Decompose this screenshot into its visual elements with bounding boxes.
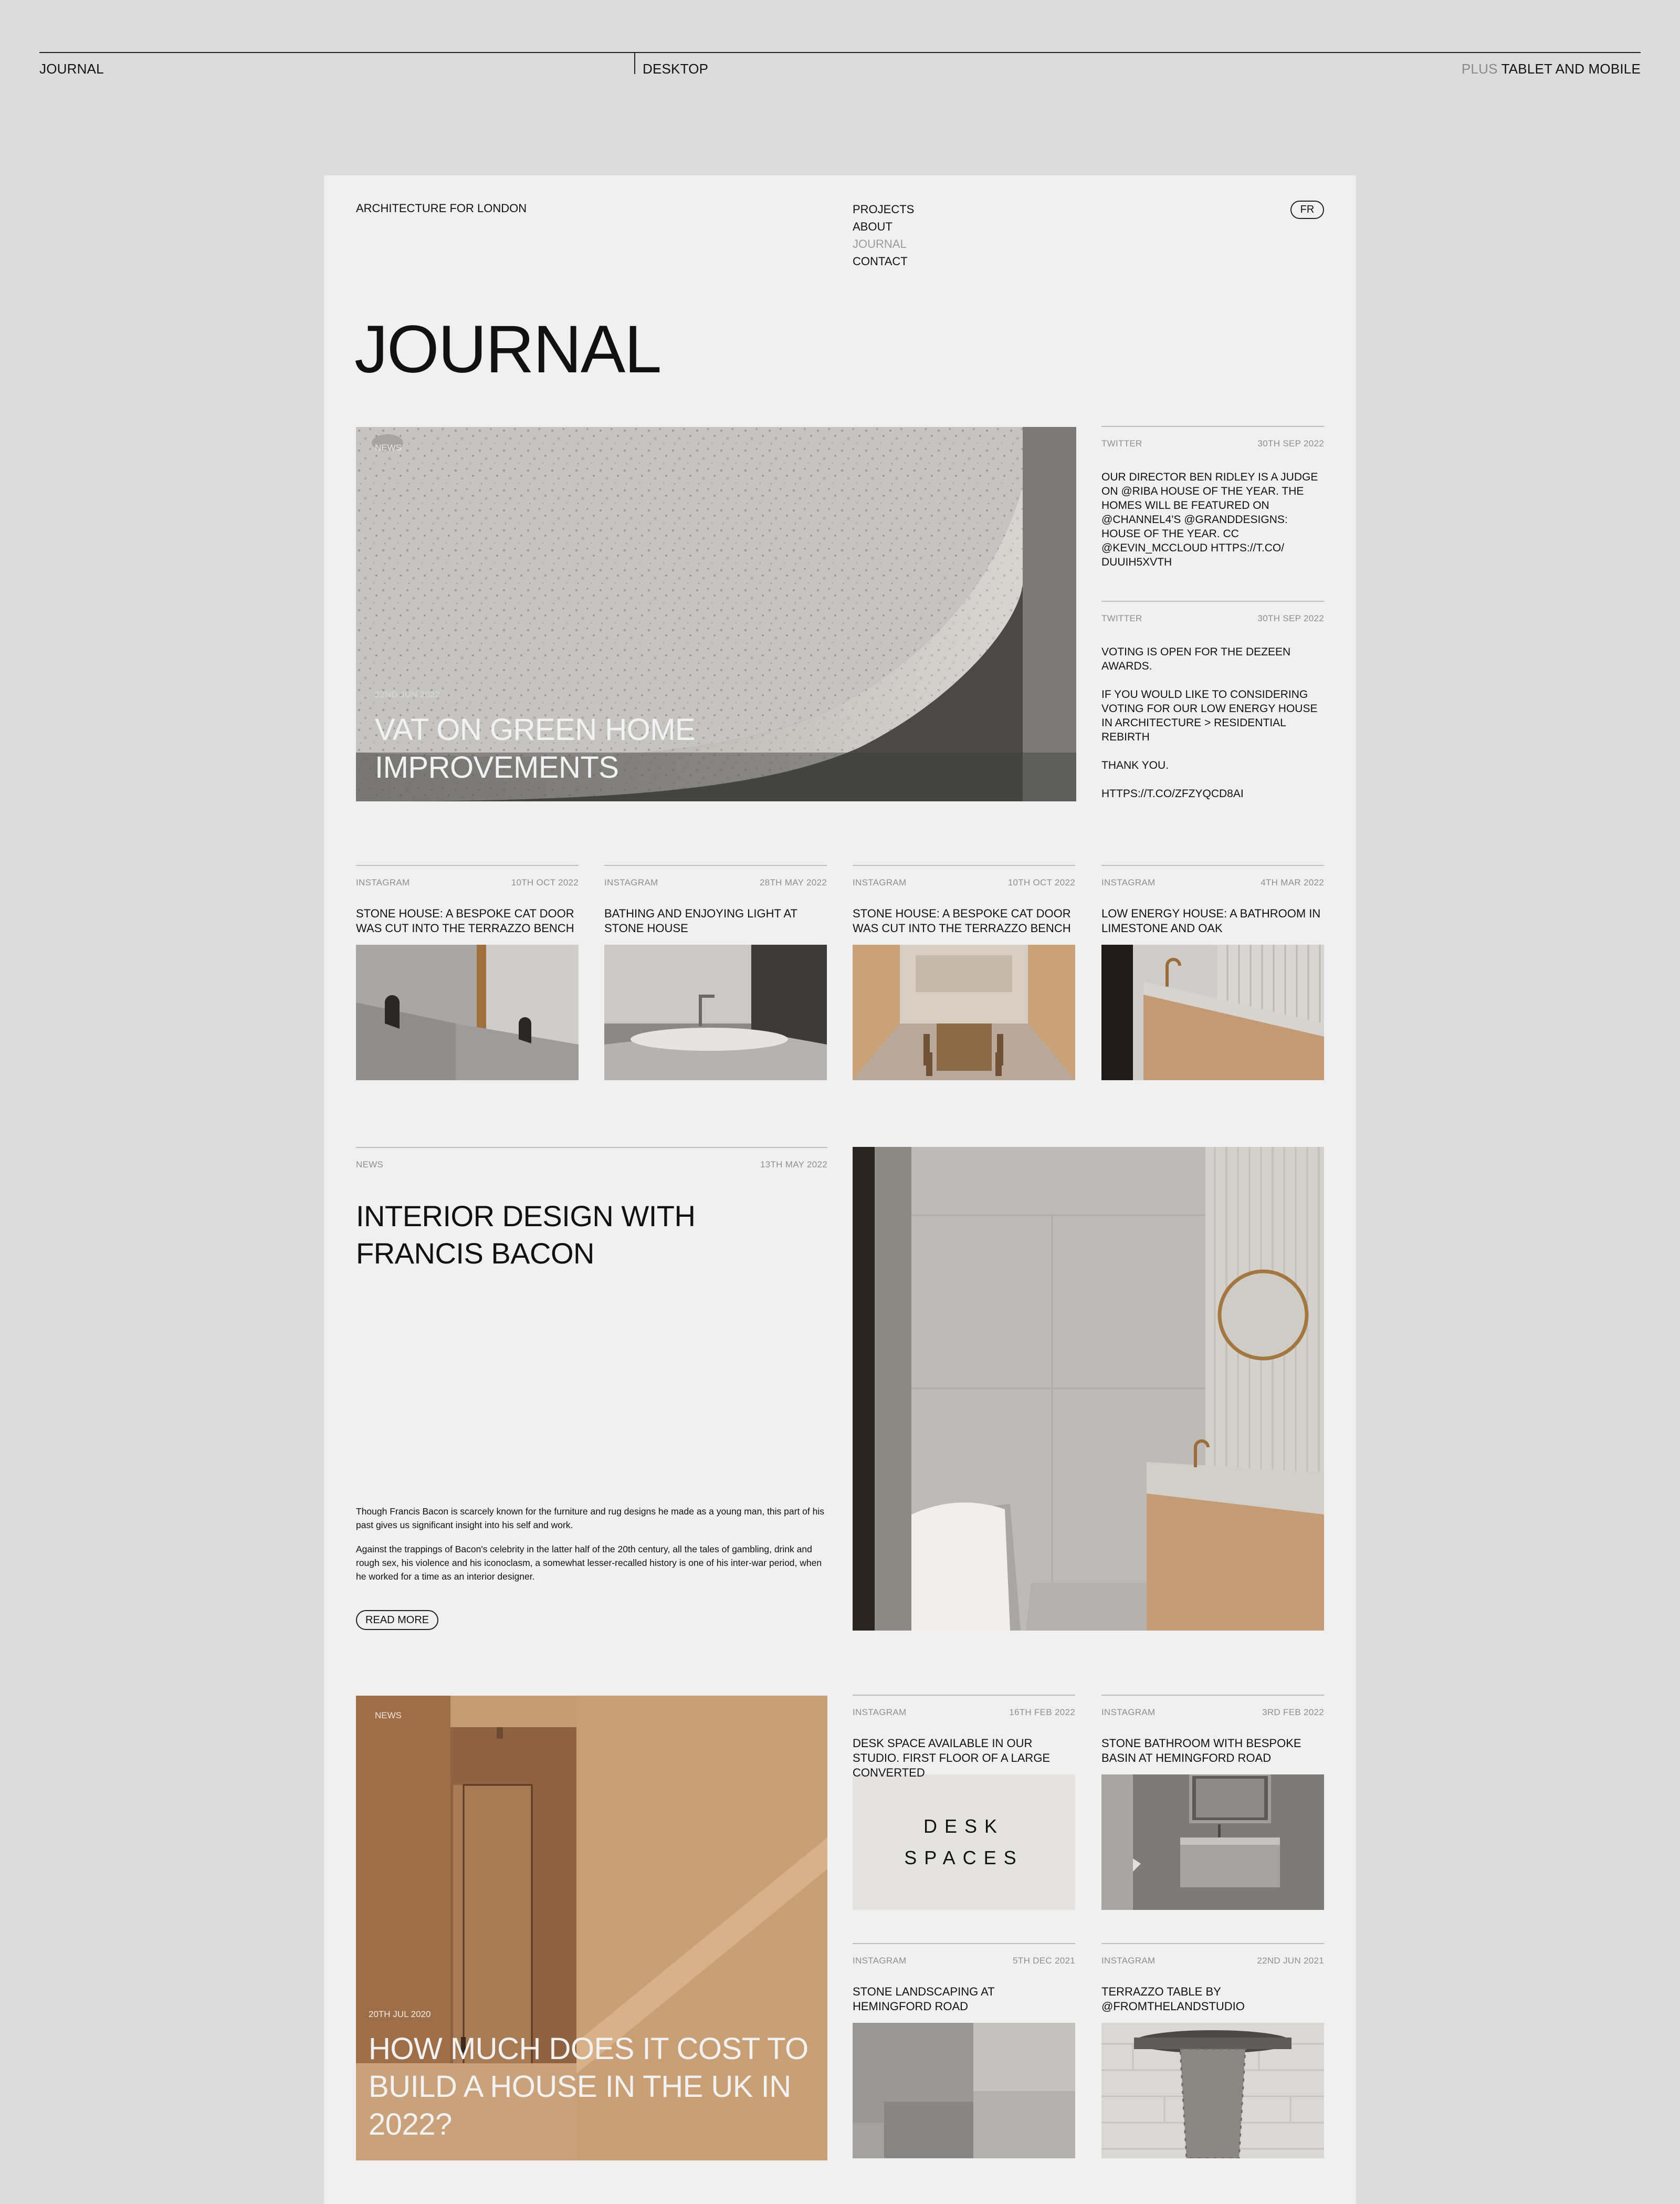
divider	[1101, 1695, 1324, 1696]
instagram-card[interactable]	[604, 865, 827, 1080]
divider	[1101, 601, 1324, 602]
post-title: STONE LANDSCAPING AT HEMINGFORD ROAD	[853, 1985, 995, 2013]
post-image	[1101, 1774, 1324, 1910]
site-logo[interactable]: ARCHITECTURE FOR LONDON	[356, 202, 527, 215]
instagram-card[interactable]	[356, 865, 579, 1080]
hero-date: 22ND JUN 2022	[375, 690, 440, 699]
divider	[853, 865, 1075, 866]
instagram-card[interactable]	[1101, 1943, 1324, 2158]
twitter-post[interactable]	[1101, 426, 1324, 583]
post-link[interactable]: HTTPS://T.CO/ZFZYQCD8AI	[1101, 788, 1244, 800]
post-image	[604, 945, 827, 1080]
post-title: STONE HOUSE: A BESPOKE CAT DOOR WAS CUT INTO THE TERRAZZO BENCH	[356, 907, 574, 935]
nav-item-contact[interactable]: CONTACT	[853, 255, 908, 268]
post-source: INSTAGRAM	[853, 1956, 907, 1966]
article-title[interactable]: HOW MUCH DOES IT COST TO BUILD A HOUSE IN THE UK IN 2022?	[369, 2032, 808, 2142]
post-title: LOW ENERGY HOUSE: A BATHROOM IN LIMESTONE AND OAK	[1101, 907, 1321, 935]
post-title: DESK SPACE AVAILABLE IN OUR STUDIO. FIRST FLOOR OF A LARGE CONVERTED	[853, 1737, 1051, 1779]
post-date: 22ND JUN 2021	[1257, 1956, 1324, 1966]
instagram-card[interactable]	[1101, 1695, 1324, 1910]
hero-title[interactable]: VAT ON GREEN HOME IMPROVEMENTS	[375, 713, 696, 785]
post-text: VOTING IS OPEN FOR THE DEZEEN AWARDS.	[1101, 646, 1291, 672]
cost-article-card[interactable]	[356, 1696, 827, 2160]
hero-article-card[interactable]	[356, 427, 1076, 801]
post-date: 10TH OCT 2022	[1007, 878, 1075, 887]
divider	[1101, 426, 1324, 427]
post-image	[853, 2023, 1075, 2158]
post-source: INSTAGRAM	[604, 878, 658, 887]
divider	[853, 1695, 1075, 1696]
hero-tag: NEWS	[375, 443, 402, 453]
nav-item-journal[interactable]: JOURNAL	[853, 237, 907, 250]
nav-item-about[interactable]: ABOUT	[853, 220, 892, 233]
post-image	[1101, 2023, 1324, 2158]
post-source: TWITTER	[1101, 438, 1142, 448]
post-text: OUR DIRECTOR BEN RIDLEY IS A JUDGE ON @RIBA HOUSE OF THE YEAR. THE HOMES WILL BE FEATURED ON @CHANNEL4'S @GRANDDESIGNS: HOUSE OF THE YEAR. CC @KEVIN_MCCLOUD HTTPS://T.CO/ DUUIH5XVTH	[1101, 471, 1318, 568]
desk-spaces-graphic	[853, 1774, 1075, 1910]
bathroom-image[interactable]	[853, 1147, 1324, 1631]
presentation-tablet-mobile: TABLET AND MOBILE	[1501, 61, 1641, 77]
post-date: 5TH DEC 2021	[1013, 1956, 1075, 1966]
post-date: 3RD FEB 2022	[1262, 1707, 1324, 1717]
article-excerpt	[356, 1505, 827, 1594]
article-tag: NEWS	[375, 1710, 402, 1720]
post-source: INSTAGRAM	[853, 878, 907, 887]
post-title: STONE BATHROOM WITH BESPOKE BASIN AT HEMINGFORD ROAD	[1101, 1737, 1301, 1764]
post-title: BATHING AND ENJOYING LIGHT AT STONE HOUSE	[604, 907, 797, 935]
read-more-button[interactable]: READ MORE	[356, 1610, 438, 1630]
feature-article[interactable]	[356, 1147, 827, 1272]
article-tag: NEWS	[356, 1160, 384, 1169]
post-source: INSTAGRAM	[1101, 1707, 1156, 1717]
presentation-divider	[634, 52, 635, 74]
divider	[1101, 865, 1324, 866]
instagram-card[interactable]	[1101, 865, 1324, 1080]
twitter-post[interactable]	[1101, 601, 1324, 815]
main-nav	[853, 201, 914, 270]
divider	[604, 865, 827, 866]
nav-item-projects[interactable]: PROJECTS	[853, 203, 915, 216]
post-date: 30TH SEP 2022	[1257, 438, 1324, 448]
post-text: IF YOU WOULD LIKE TO CONSIDERING VOTING FOR OUR LOW ENERGY HOUSE IN ARCHITECTURE > RESIDENTIAL REBIRTH	[1101, 688, 1318, 743]
divider	[356, 865, 579, 866]
presentation-label-journal: JOURNAL	[39, 61, 104, 77]
article-paragraph: Against the trappings of Bacon's celebrity in the latter half of the 20th century, all the tales of gambling, drink and rough sex, his violence and his iconoclasm, a somewhat lesser-recalled history is one of his inter-war period, when he worked for a time as an interior designer.	[356, 1544, 822, 1582]
instagram-card[interactable]	[853, 1695, 1075, 1910]
post-date: 28TH MAY 2022	[759, 878, 827, 887]
article-title[interactable]: INTERIOR DESIGN WITH FRANCIS BACON	[356, 1199, 696, 1270]
post-image	[853, 945, 1075, 1080]
instagram-card[interactable]	[853, 1943, 1075, 2158]
instagram-card[interactable]	[853, 865, 1075, 1080]
post-date: 30TH SEP 2022	[1257, 613, 1324, 623]
website-frame	[324, 175, 1356, 2204]
post-image	[1101, 945, 1324, 1080]
post-date: 16TH FEB 2022	[1009, 1707, 1075, 1717]
post-text: THANK YOU.	[1101, 759, 1169, 771]
graphic-word: SPACES	[904, 1847, 1024, 1868]
presentation-label-desktop: DESKTOP	[643, 61, 709, 77]
language-toggle-button[interactable]: FR	[1290, 201, 1324, 219]
presentation-label-devices	[1462, 61, 1641, 77]
divider	[1101, 1943, 1324, 1944]
post-image	[356, 945, 579, 1080]
post-source: INSTAGRAM	[1101, 878, 1156, 887]
post-source: INSTAGRAM	[853, 1707, 907, 1717]
article-date: 13TH MAY 2022	[760, 1160, 827, 1169]
post-date: 10TH OCT 2022	[511, 878, 579, 887]
page-title: JOURNAL	[354, 312, 661, 387]
divider	[853, 1943, 1075, 1944]
post-title: STONE HOUSE: A BESPOKE CAT DOOR WAS CUT INTO THE TERRAZZO BENCH	[853, 907, 1071, 935]
post-source: INSTAGRAM	[356, 878, 410, 887]
presentation-plus: PLUS	[1461, 61, 1498, 77]
post-source: INSTAGRAM	[1101, 1956, 1156, 1966]
divider	[356, 1147, 827, 1148]
article-paragraph: Though Francis Bacon is scarcely known for the furniture and rug designs he made as a young man, this part of his past gives us significant insight into his self and work.	[356, 1506, 825, 1530]
article-date: 20TH JUL 2020	[369, 2009, 431, 2019]
post-title: TERRAZZO TABLE BY @FROMTHELANDSTUDIO	[1101, 1985, 1245, 2013]
presentation-top-rule	[39, 52, 1641, 53]
post-date: 4TH MAR 2022	[1261, 878, 1324, 887]
post-source: TWITTER	[1101, 613, 1142, 623]
graphic-word: DESK	[923, 1815, 1005, 1837]
